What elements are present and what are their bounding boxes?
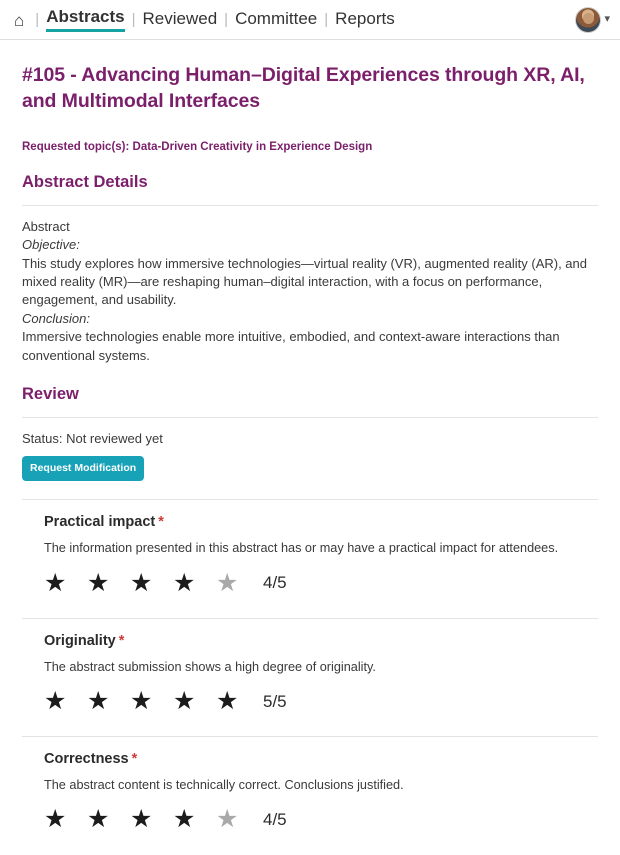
- rating-value: 4/5: [263, 809, 287, 829]
- home-icon[interactable]: ⌂: [14, 11, 25, 30]
- nav-separator-3: |: [224, 11, 229, 28]
- star-1[interactable]: ★: [44, 568, 67, 597]
- star-4[interactable]: ★: [173, 805, 196, 834]
- abstract-conclusion-text: Immersive technologies enable more intuitive, embodied, and context-aware interactions than conventional systems.: [22, 329, 560, 363]
- star-2[interactable]: ★: [87, 805, 110, 834]
- abstract-body: [22, 206, 598, 366]
- abstract-detail-page: [0, 62, 620, 836]
- star-3[interactable]: ★: [130, 568, 153, 597]
- star-2[interactable]: ★: [87, 687, 110, 716]
- abstract-objective-text: This study explores how immersive technologies—virtual reality (VR), augmented reality (AR), and mixed reality (MR)—are reshaping human–digital interaction, with a focus on performance, engagement, and usability.: [22, 255, 587, 308]
- rating-value: 4/5: [263, 573, 287, 593]
- criterion-title: [44, 514, 598, 530]
- star-5[interactable]: ★: [216, 687, 239, 716]
- requested-topics-label: Requested topic(s):: [22, 140, 130, 153]
- criterion-title-text: Practical impact: [44, 514, 156, 531]
- criterion-correctness: [22, 737, 598, 836]
- rating-stars[interactable]: [44, 568, 598, 597]
- required-marker: *: [131, 751, 138, 768]
- nav-separator-1: |: [35, 11, 40, 28]
- requested-topics: [22, 141, 598, 153]
- abstract-objective-label: Objective:: [22, 237, 80, 253]
- criterion-title: [44, 633, 598, 649]
- criterion-title-text: Originality: [44, 632, 116, 649]
- review-status: Status: Not reviewed yet: [22, 431, 163, 447]
- star-3[interactable]: ★: [130, 805, 153, 834]
- star-1[interactable]: ★: [44, 687, 67, 716]
- rating-stars[interactable]: [44, 689, 598, 714]
- top-navbar: [0, 0, 620, 40]
- user-menu[interactable]: [575, 7, 610, 33]
- nav-item-reports[interactable]: Reports: [335, 9, 395, 28]
- chevron-down-icon[interactable]: ▾: [604, 13, 610, 25]
- star-4[interactable]: ★: [173, 568, 196, 597]
- required-marker: *: [118, 632, 125, 649]
- star-5[interactable]: ★: [216, 805, 239, 834]
- review-heading: Review: [22, 385, 79, 404]
- star-5[interactable]: ★: [216, 568, 239, 597]
- criterion-description: The information presented in this abstract has or may have a practical impact for attendees.: [44, 541, 559, 556]
- criterion-title: [44, 751, 598, 767]
- abstract-body-label: Abstract: [22, 218, 70, 234]
- rating-value: 5/5: [263, 691, 287, 711]
- criterion-title-text: Correctness: [44, 751, 129, 768]
- star-1[interactable]: ★: [44, 805, 67, 834]
- criterion-description: The abstract content is technically correct. Conclusions justified.: [44, 778, 404, 793]
- requested-topics-value: Data-Driven Creativity in Experience Design: [132, 140, 373, 153]
- star-2[interactable]: ★: [87, 568, 110, 597]
- nav-separator-4: |: [324, 11, 329, 28]
- request-modification-button[interactable]: Request Modification: [22, 456, 144, 481]
- criterion-practical-impact: [22, 500, 598, 599]
- nav-separator-2: |: [131, 11, 136, 28]
- page-title: #105 - Advancing Human–Digital Experiences through XR, AI, and Multimodal Interfaces: [22, 64, 585, 113]
- criterion-originality: [22, 619, 598, 718]
- star-4[interactable]: ★: [173, 687, 196, 716]
- abstract-details-heading: Abstract Details: [22, 172, 148, 191]
- abstract-conclusion-label: Conclusion:: [22, 310, 90, 326]
- nav-item-abstracts[interactable]: Abstracts: [46, 7, 124, 32]
- star-3[interactable]: ★: [130, 687, 153, 716]
- avatar[interactable]: [575, 7, 601, 33]
- criterion-description: The abstract submission shows a high degree of originality.: [44, 659, 376, 674]
- nav-item-reviewed[interactable]: Reviewed: [142, 9, 218, 28]
- required-marker: *: [158, 514, 164, 531]
- rating-stars[interactable]: [44, 807, 598, 832]
- nav-item-committee[interactable]: Committee: [235, 9, 318, 28]
